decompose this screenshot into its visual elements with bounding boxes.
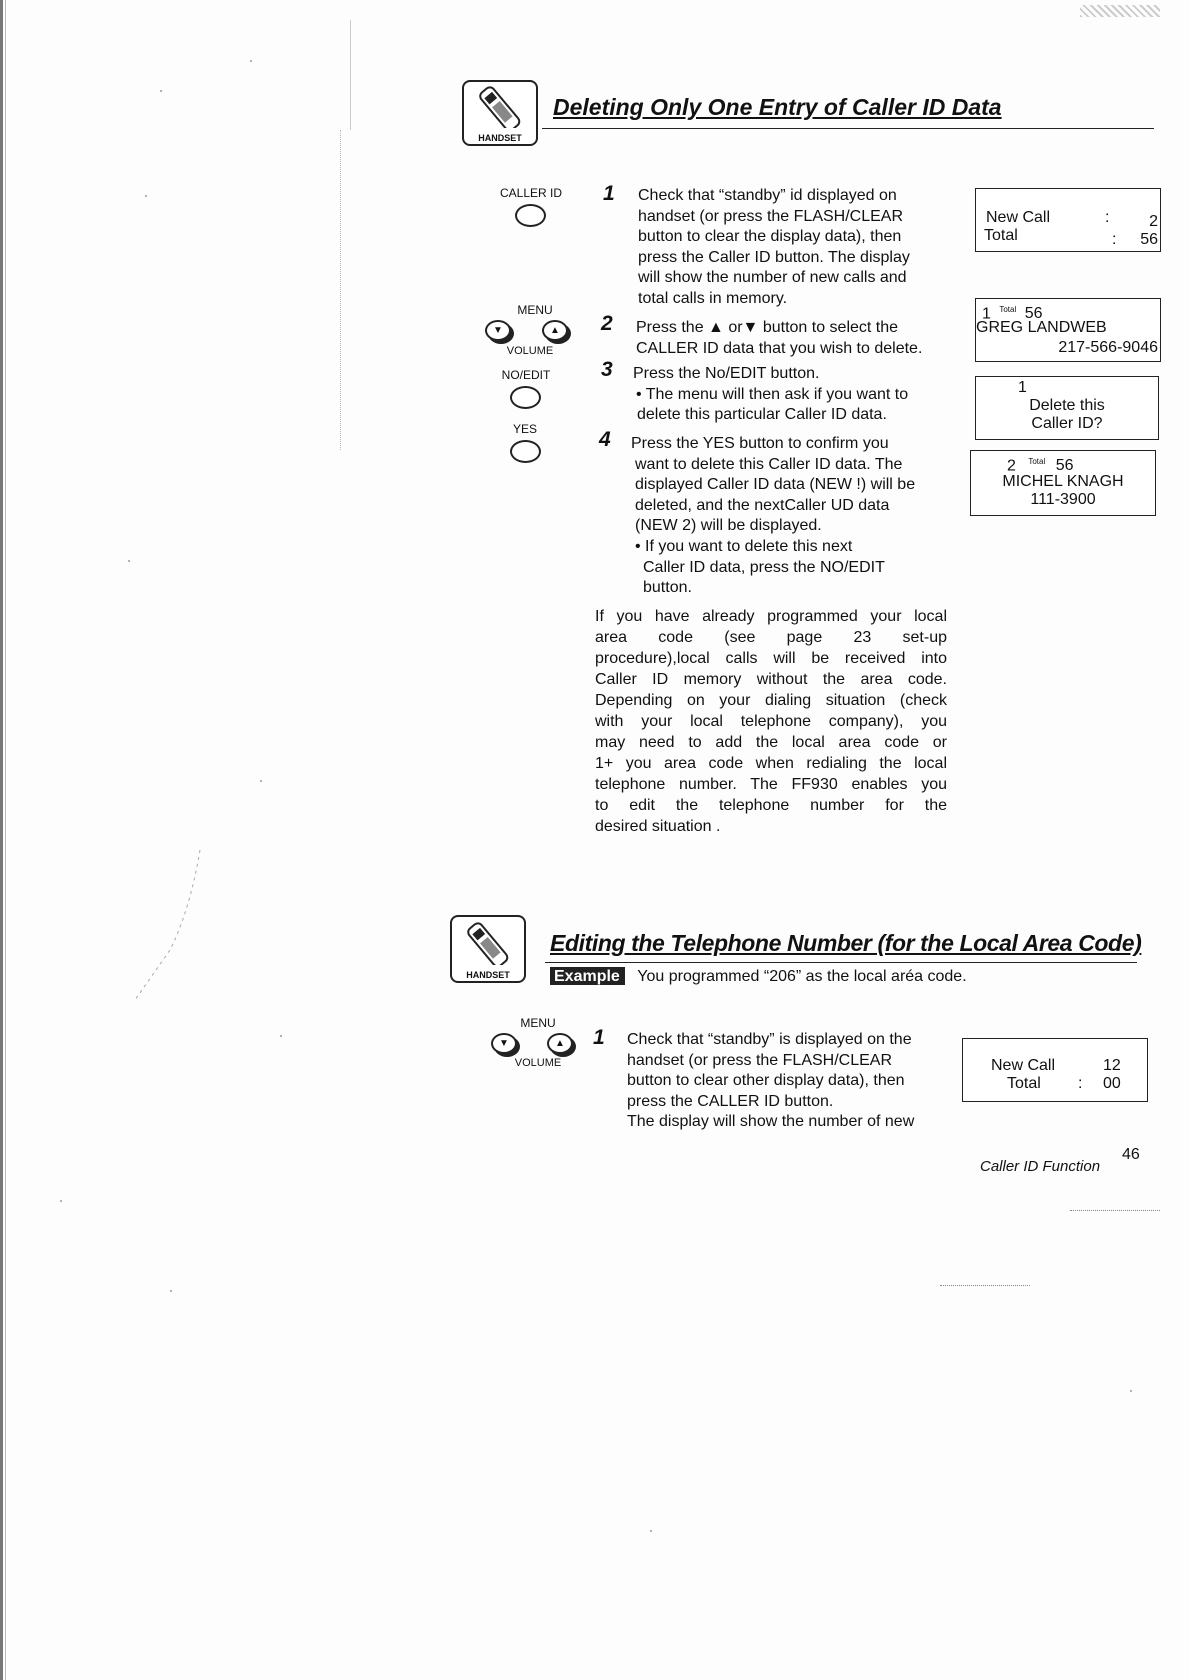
text-line: want to delete this Caller ID data. The (635, 455, 903, 473)
total-label: Total (984, 227, 1018, 244)
entry-line-1 (1007, 453, 1074, 475)
arrow-up-button[interactable] (542, 320, 568, 341)
arrow-up-icon: ▲ (555, 1038, 565, 1049)
entry-index: 2 (1007, 457, 1016, 475)
yes-label: YES (512, 422, 537, 436)
text-line: deleted, and the nextCaller UD data (635, 496, 890, 514)
scan-edge (0, 0, 3, 1680)
arrow-down-icon: ▼ (499, 1038, 509, 1049)
text-line: (NEW 2) will be displayed. (635, 517, 822, 535)
colon: : (1078, 1075, 1083, 1092)
text-line: Caller ID data, press the NO/EDIT (643, 558, 885, 576)
scan-mark (1080, 5, 1160, 17)
section-title: Deleting Only One Entry of Caller ID Data (553, 94, 1002, 120)
arrow-down-button[interactable] (491, 1033, 517, 1054)
arrow-down-button[interactable] (485, 320, 511, 341)
lcd-display-confirm (975, 376, 1159, 440)
paragraph-line: to edit the telephone number for the (595, 797, 947, 814)
volume-label: VOLUME (514, 1057, 562, 1069)
total-superscript: Total (999, 305, 1017, 314)
scan-dot (160, 90, 162, 92)
caller-name: GREG LANDWEB (976, 319, 1107, 336)
new-call-label: New Call (991, 1057, 1056, 1074)
scan-dot (280, 1035, 282, 1037)
text-line: Press the ▲ or▼ button to select the (636, 319, 899, 336)
text-line: Check that “standby” id displayed on (638, 187, 897, 204)
caller-name: MICHEL KNAGH (1002, 473, 1124, 490)
paragraph-line: with your local telephone company), you (595, 713, 947, 730)
yes-button[interactable] (510, 440, 541, 463)
caller-id-button[interactable] (515, 204, 546, 227)
paragraph-line: procedure),local calls will be received into (595, 650, 947, 667)
entry-index: 1 (1018, 379, 1027, 396)
local-area-code-paragraph (595, 606, 947, 837)
step-number: 2 (601, 312, 613, 335)
text-line: Check that “standby” is displayed on the (627, 1031, 912, 1048)
phone-handset-icon (474, 84, 526, 128)
text-line: Press the No/EDIT button. (633, 365, 820, 382)
lcd-display-count (962, 1038, 1148, 1102)
menu-label: MENU (517, 303, 553, 317)
no-edit-label: NO/EDIT (501, 368, 551, 382)
bullet-line: • If you want to delete this next (635, 537, 853, 555)
example-line (550, 968, 967, 986)
scan-mark (1070, 1210, 1160, 1211)
colon: : (1112, 231, 1117, 248)
text-line: press the Caller ID button. The display (638, 248, 910, 266)
prompt-line-2: Caller ID? (1031, 415, 1103, 432)
text-line: Press the YES button to confirm you (631, 435, 889, 452)
caller-phone: 217-566-9046 (1058, 339, 1158, 356)
text-line: button. (643, 579, 692, 597)
section-title: Editing the Telephone Number (for the Local Area Code) (550, 930, 1142, 956)
step-number: 1 (603, 182, 615, 205)
text-line: button to clear other display data), then (627, 1072, 905, 1090)
scan-mark (340, 130, 342, 450)
paragraph-line: Depending on your dialing situation (check (595, 692, 947, 709)
example-text: You programmed “206” as the local aréa code. (637, 968, 967, 985)
total-label: Total (1007, 1075, 1041, 1092)
menu-label: MENU (520, 1016, 556, 1030)
paragraph-line: Caller ID memory without the area code. (595, 671, 947, 688)
handset-icon (462, 80, 538, 146)
lcd-display-count (975, 188, 1161, 252)
text-line: handset (or press the FLASH/CLEAR (627, 1051, 893, 1069)
text-line: handset (or press the FLASH/CLEAR (638, 207, 904, 225)
scan-mark (940, 1285, 1030, 1286)
scan-dot (250, 60, 252, 62)
scan-edge-line (5, 0, 6, 1680)
text-line: button to clear the display data), then (638, 228, 902, 246)
volume-label: VOLUME (506, 345, 554, 357)
no-edit-button[interactable] (510, 386, 541, 409)
step-3-text (633, 364, 908, 426)
text-line: delete this particular Caller ID data. (637, 406, 887, 424)
total-value: 56 (1024, 305, 1043, 323)
step-number: 1 (593, 1026, 605, 1049)
entry-index: 1 (982, 305, 991, 323)
scan-mark (350, 20, 351, 130)
paragraph-line: 1+ you area code when redialing the local (595, 755, 947, 772)
text-line: displayed Caller ID data (NEW !) will be (635, 476, 916, 494)
paragraph-line: may need to add the local area code or (595, 734, 947, 751)
text-line: CALLER ID data that you wish to delete. (636, 339, 923, 357)
step-number: 3 (601, 358, 613, 381)
handset-label: HANDSET (466, 970, 510, 980)
paragraph-line: If you have already programmed your local (595, 608, 947, 625)
title-rule (545, 962, 1137, 963)
new-call-label: New Call (986, 209, 1051, 226)
lcd-display-next-entry (970, 450, 1156, 516)
scan-mark (130, 850, 210, 1010)
new-call-value: 2 (1149, 213, 1158, 230)
caller-phone: 111-3900 (1030, 491, 1096, 508)
scan-dot (650, 1530, 652, 1532)
scan-dot (1130, 1390, 1132, 1392)
step-1-text (638, 186, 910, 310)
total-value: 56 (1140, 231, 1158, 248)
text-line: press the CALLER ID button. (627, 1092, 834, 1110)
title-rule (542, 128, 1154, 129)
lcd-display-entry (975, 298, 1161, 362)
paragraph-line: area code (see page 23 set-up (595, 629, 947, 646)
arrow-down-icon: ▼ (493, 325, 503, 336)
handset-icon (450, 915, 526, 983)
bullet-line: • The menu will then ask if you want to (636, 385, 909, 403)
total-superscript: Total (1028, 457, 1046, 466)
scan-dot (60, 1200, 62, 1202)
step-number: 4 (599, 428, 611, 451)
paragraph-line: desired situation . (595, 818, 721, 835)
arrow-up-icon: ▲ (550, 325, 560, 336)
caller-id-label: CALLER ID (499, 186, 563, 200)
scan-dot (128, 560, 130, 562)
colon: : (1105, 209, 1110, 226)
text-line: total calls in memory. (638, 289, 788, 307)
section2-step-1-text (627, 1030, 914, 1133)
handset-label: HANDSET (478, 133, 522, 143)
paragraph-line: telephone number. The FF930 enables you (595, 776, 947, 793)
step-4-text (631, 434, 915, 599)
phone-handset-icon (462, 919, 514, 965)
total-value: 00 (1103, 1075, 1121, 1092)
text-line: The display will show the number of new (627, 1113, 915, 1131)
footer-section-name: Caller ID Function (980, 1158, 1101, 1175)
total-value: 56 (1055, 457, 1074, 475)
step-2-text (636, 318, 922, 359)
scan-dot (170, 1290, 172, 1292)
scan-dot (260, 780, 262, 782)
text-line: will show the number of new calls and (638, 269, 907, 287)
arrow-up-button[interactable] (547, 1033, 573, 1054)
scan-dot (145, 195, 147, 197)
prompt-line-1: Delete this (1029, 397, 1105, 414)
example-badge: Example (550, 967, 625, 985)
new-call-value: 12 (1103, 1057, 1121, 1074)
page-number: 46 (1122, 1146, 1140, 1163)
